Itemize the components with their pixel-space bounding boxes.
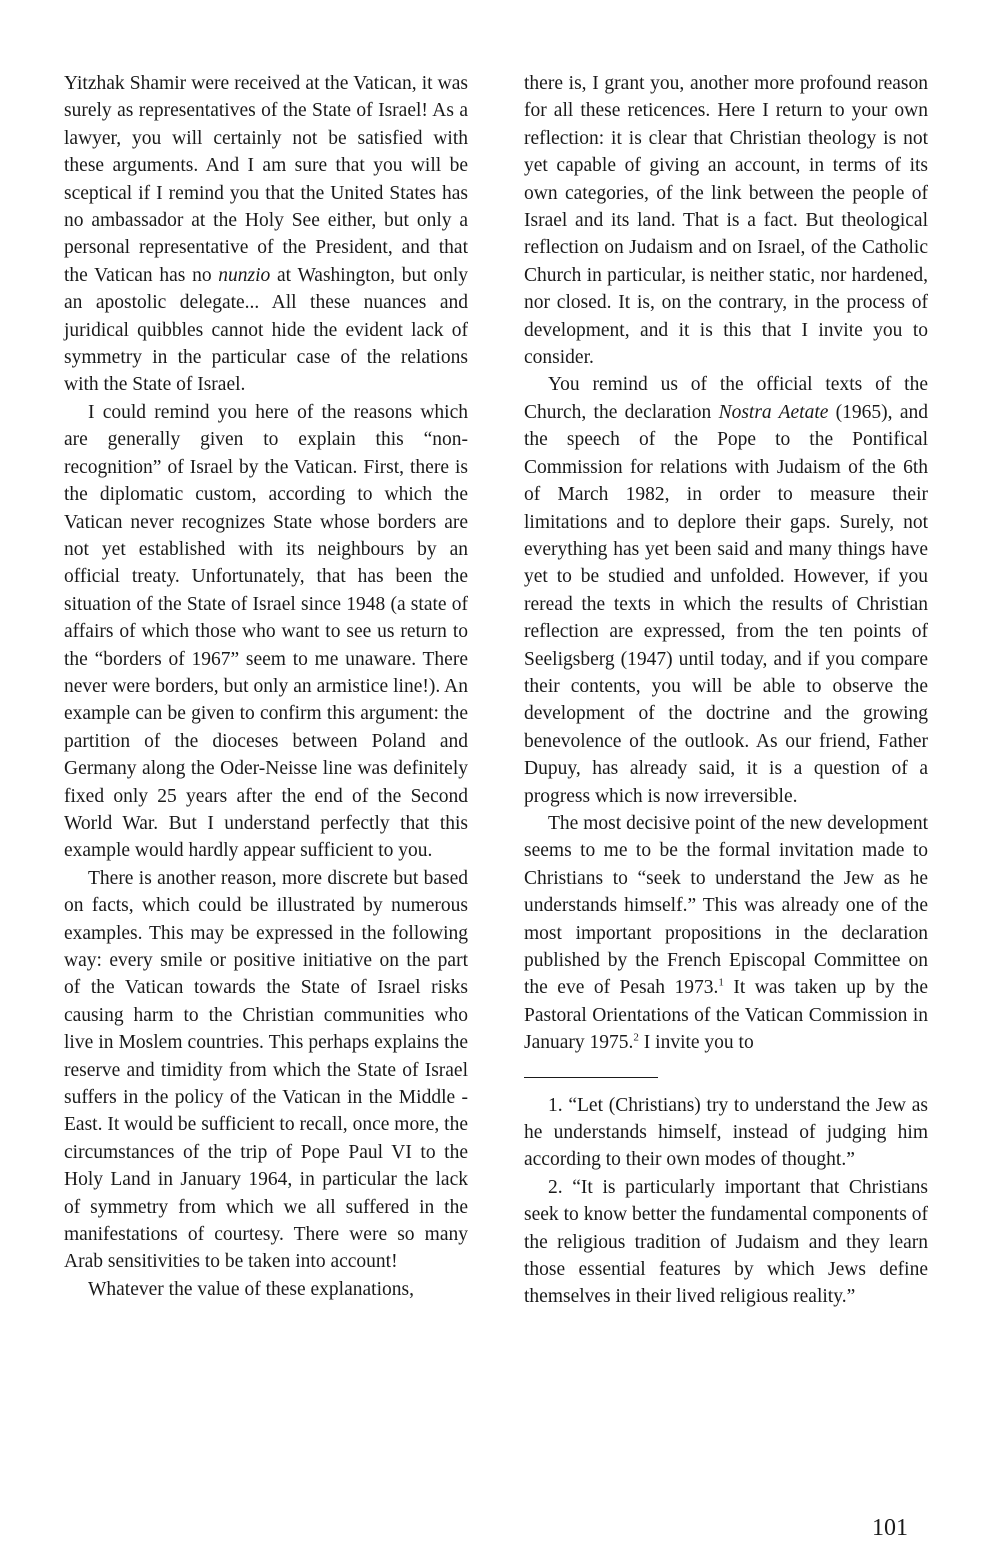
right-column: [524, 70, 928, 1311]
paragraph-text: The most decisive point of the new development seems to me to be the formal invitation made to Christians to “seek to understand the Jew as he understands himself.” This was already one of the most important propositions in the declaration published by the French Episcopal Committee on the eve of Pesah 1973.: [524, 812, 928, 999]
paragraph: [524, 810, 928, 1057]
footnote-ref: 2: [633, 1031, 639, 1044]
left-column: [64, 70, 468, 1303]
paragraph-text: at Washington, but only an apostolic delegate... All these nuances and juridical quibbles cannot hide the evident lack of symmetry in the particular case of the relations with the State of Israel.: [64, 264, 468, 396]
italic-term: nunzio: [218, 264, 271, 286]
footnote-1: 1. “Let (Christians) try to understand the Jew as he understands himself, instead of judging him according to their own modes of thought.”: [524, 1094, 928, 1171]
paragraph: I could remind you here of the reasons which are generally given to explain this “non-recognition” of Israel by the Vatican. First, there is the diplomatic custom, according to which the Vatican never recognizes State whose borders are not yet established with its neighbours by an official treaty. Unfortunately, that has been the situation of the State of Israel since 1948 (a state of affairs of which those who want to see us return to the “borders of 1967” seem to me unaware. There never were borders, but only an armistice line!). An example can be given to confirm this argument: the partition of the dioceses between Poland and Germany along the Oder-Neisse line was definitely fixed only 25 years after the end of the Second World War. But I understand perfectly that this example would hardly appear sufficient to you.: [64, 401, 468, 862]
paragraph-text: I invite you to: [638, 1032, 754, 1054]
paragraph: [524, 371, 928, 810]
italic-title: Nostra Aetate: [718, 401, 829, 423]
page-number: 101: [872, 1515, 908, 1541]
paragraph: [64, 70, 468, 399]
footnote-ref: 1: [718, 976, 724, 989]
paragraph: there is, I grant you, another more profound reason for all these reticences. Here I return to your own reflection: it is clear that Christian theology is not yet capable of giving an account, in terms of its own categories, of the link between the people of Israel and its land. That is a fact. But theological reflection on Judaism and on Israel, of the Catholic Church in particular, is neither static, nor hardened, nor closed. It is, on the contrary, in the process of development, and it is this that I invite you to consider.: [524, 73, 928, 369]
paragraph: There is another reason, more discrete but based on facts, which could be illustrated by numerous examples. This may be expressed in the following way: every smile or positive initiative on the part of the Vatican towards the State of Israel risks causing harm to the Christian communities who live in Moslem countries. This perhaps explains the reserve and timidity from which the State of Israel suffers in the policy of the Vatican in the Middle -East. It would be sufficient to recall, once more, the circumstances of the trip of Pope Paul VI to the Holy Land in January 1964, in particular the lack of symmetry from which we all suffered in the manifestations of courtesy. There were so many Arab sensitivities to be taken into account!: [64, 867, 468, 1273]
paragraph-text: (1965), and the speech of the Pope to the Pontifical Commission for relations with Judaism of the 6th of March 1982, in order to measure their limitations and to deplore their gaps. Surely, not everything has yet been said and many things have yet to be studied and unfolded. However, if you reread the texts in which the results of Christian reflection are expressed, from the ten points of Seeligsberg (1947) until today, and if you compare their contents, you will be able to observe the development of the doctrine and the growing benevolence of the outlook. As our friend, Father Dupuy, has already said, it is a question of a progress which is now irreversible.: [524, 401, 928, 807]
footnote-2: 2. “It is particularly important that Christians seek to know better the fundamental components of the religious tradition of Judaism and they learn those essential features by which Jews define themselves in their lived religious reality.”: [524, 1176, 928, 1308]
footnote-divider: [524, 1077, 658, 1078]
paragraph-text: Yitzhak Shamir were received at the Vatican, it was surely as representatives of the State of Israel! As a lawyer, you will certainly not be satisfied with these arguments. And I am sure that you will be sceptical if I remind you that the United States has no ambassador at the Holy See either, but only a personal representative of the President, and that the Vatican has no: [64, 73, 468, 286]
paragraph-text: You remind us of the official texts of the Church, the declaration: [524, 374, 928, 423]
paragraph: Whatever the value of these explanations,: [88, 1278, 414, 1300]
paragraph-text: It was taken up by the Pastoral Orientations of the Vatican Commission in January 1975.: [524, 977, 929, 1054]
